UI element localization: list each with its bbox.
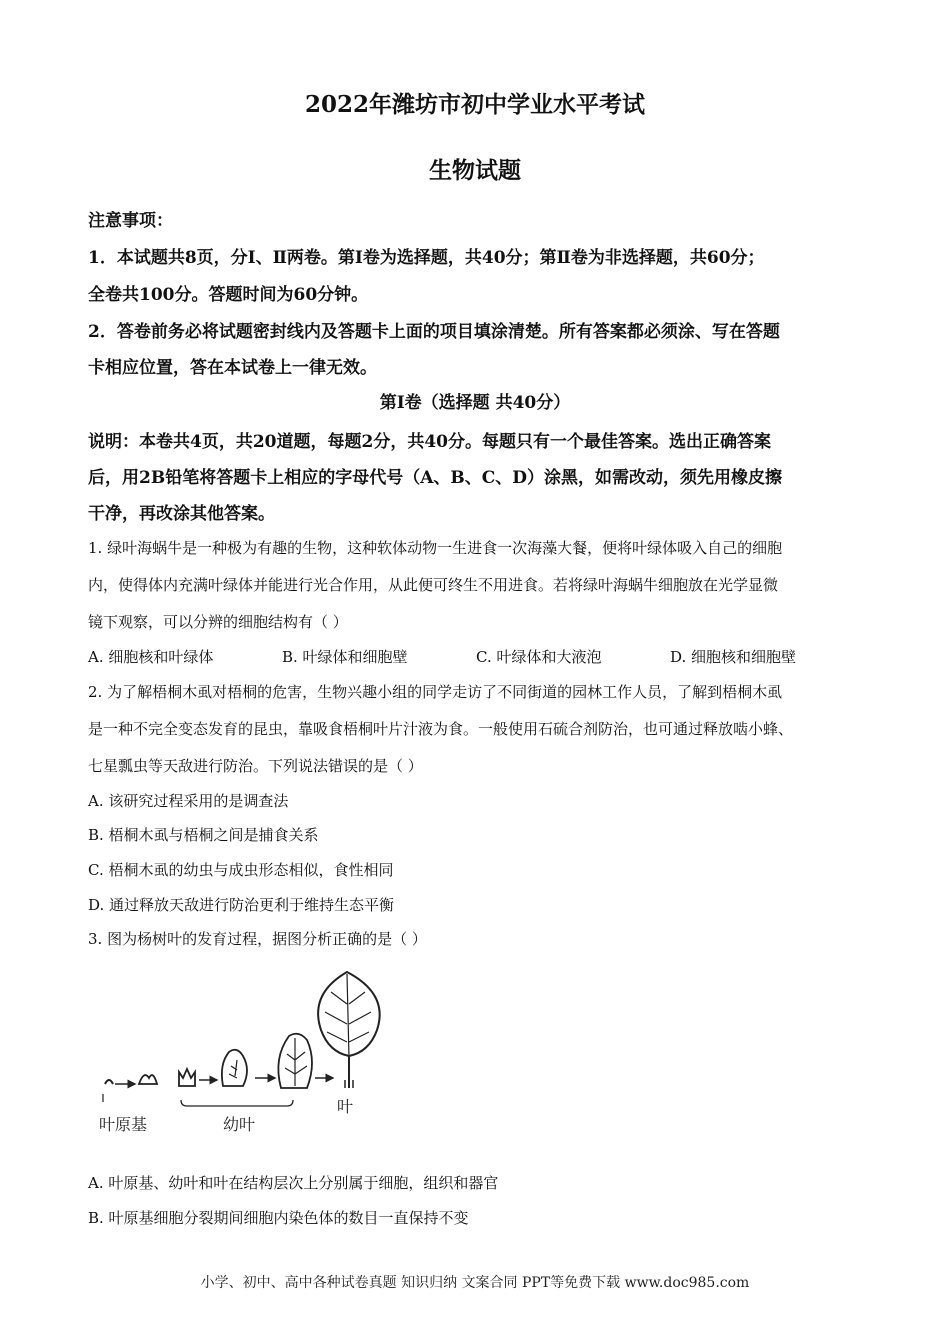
page-footer: 小学、初中、高中各种试卷真题 知识归纳 文案合同 PPT等免费下载 www.doc985.com <box>200 1275 750 1291</box>
question-1-option-d: D. 细胞核和细胞壁 <box>670 648 797 666</box>
notice-item-1-line-1: 1．本试题共8页，分Ⅰ、Ⅱ两卷。第Ⅰ卷为选择题，共40分；第Ⅱ卷为非选择题，共60分； <box>88 248 765 268</box>
notice-item-1-line-2: 全卷共100分。答题时间为60分钟。 <box>88 285 369 305</box>
label-leaf: 叶 <box>337 1097 354 1116</box>
question-1-line-1: 1. 绿叶海蜗牛是一种极为有趣的生物，这种软体动物一生进食一次海藻大餐，便将叶绿体吸入自己的细胞 <box>88 539 783 557</box>
question-1-option-c: C. 叶绿体和大液泡 <box>476 648 602 666</box>
question-3-line-1: 3. 图为杨树叶的发育过程，据图分析正确的是（ ） <box>88 930 427 948</box>
leaf-development-diagram <box>95 962 385 1142</box>
question-2-option-a: A. 该研究过程采用的是调查法 <box>88 792 289 810</box>
notice-heading: 注意事项： <box>88 211 173 231</box>
section-1-heading: 第Ⅰ卷（选择题 共40分） <box>379 393 571 413</box>
exam-title: 2022年潍坊市初中学业水平考试 <box>304 91 645 118</box>
question-1-option-b: B. 叶绿体和细胞壁 <box>282 648 408 666</box>
question-2-option-b: B. 梧桐木虱与梧桐之间是捕食关系 <box>88 826 319 844</box>
section-1-desc-line-1: 说明：本卷共4页，共20道题，每题2分，共40分。每题只有一个最佳答案。选出正确答案 <box>88 432 771 452</box>
label-primordium: 叶原基 <box>99 1115 148 1134</box>
primordium-shape <box>105 1080 113 1084</box>
question-3-option-a: A. 叶原基、幼叶和叶在结构层次上分别属于细胞，组织和器官 <box>88 1174 499 1192</box>
label-young-leaf: 幼叶 <box>223 1115 256 1134</box>
notice-item-2-line-1: 2．答卷前务必将试题密封线内及答题卡上面的项目填涂清楚。所有答案都必须涂、写在答题 <box>88 322 780 342</box>
question-2-option-d: D. 通过释放天敌进行防治更利于维持生态平衡 <box>88 896 395 914</box>
question-1-option-a: A. 细胞核和叶绿体 <box>88 648 214 666</box>
young-leaf-brace <box>181 1100 293 1106</box>
question-2-line-3: 七星瓢虫等天敌进行防治。下列说法错误的是（ ） <box>88 757 423 775</box>
section-1-desc-line-3: 干净，再改涂其他答案。 <box>88 504 275 524</box>
question-2-line-2: 是一种不完全变态发育的昆虫，靠吸食梧桐叶片汁液为食。一般使用石硫合剂防治，也可通过释放啮小蜂、 <box>88 720 794 738</box>
question-1-line-2: 内，使得体内充满叶绿体并能进行光合作用，从此便可终生不用进食。若将绿叶海蜗牛细胞放在光学显微 <box>88 576 779 594</box>
question-3-option-b: B. 叶原基细胞分裂期间细胞内染色体的数目一直保持不变 <box>88 1209 469 1227</box>
question-2-line-1: 2. 为了解梧桐木虱对梧桐的危害，生物兴趣小组的同学走访了不同街道的园林工作人员，了解到梧桐木虱 <box>88 683 783 701</box>
exam-subtitle: 生物试题 <box>429 157 521 184</box>
primordium-bump-shape <box>139 1075 157 1084</box>
young-leaf-1-shape <box>179 1069 195 1086</box>
section-1-desc-line-2: 后，用2B铅笔将答题卡上相应的字母代号（A、B、C、D）涂黑，如需改动，须先用橡皮擦 <box>88 468 783 488</box>
question-2-option-c: C. 梧桐木虱的幼虫与成虫形态相似，食性相同 <box>88 861 394 879</box>
question-1-line-3: 镜下观察，可以分辨的细胞结构有（ ） <box>88 613 348 631</box>
notice-item-2-line-2: 卡相应位置，答在本试卷上一律无效。 <box>88 358 377 378</box>
